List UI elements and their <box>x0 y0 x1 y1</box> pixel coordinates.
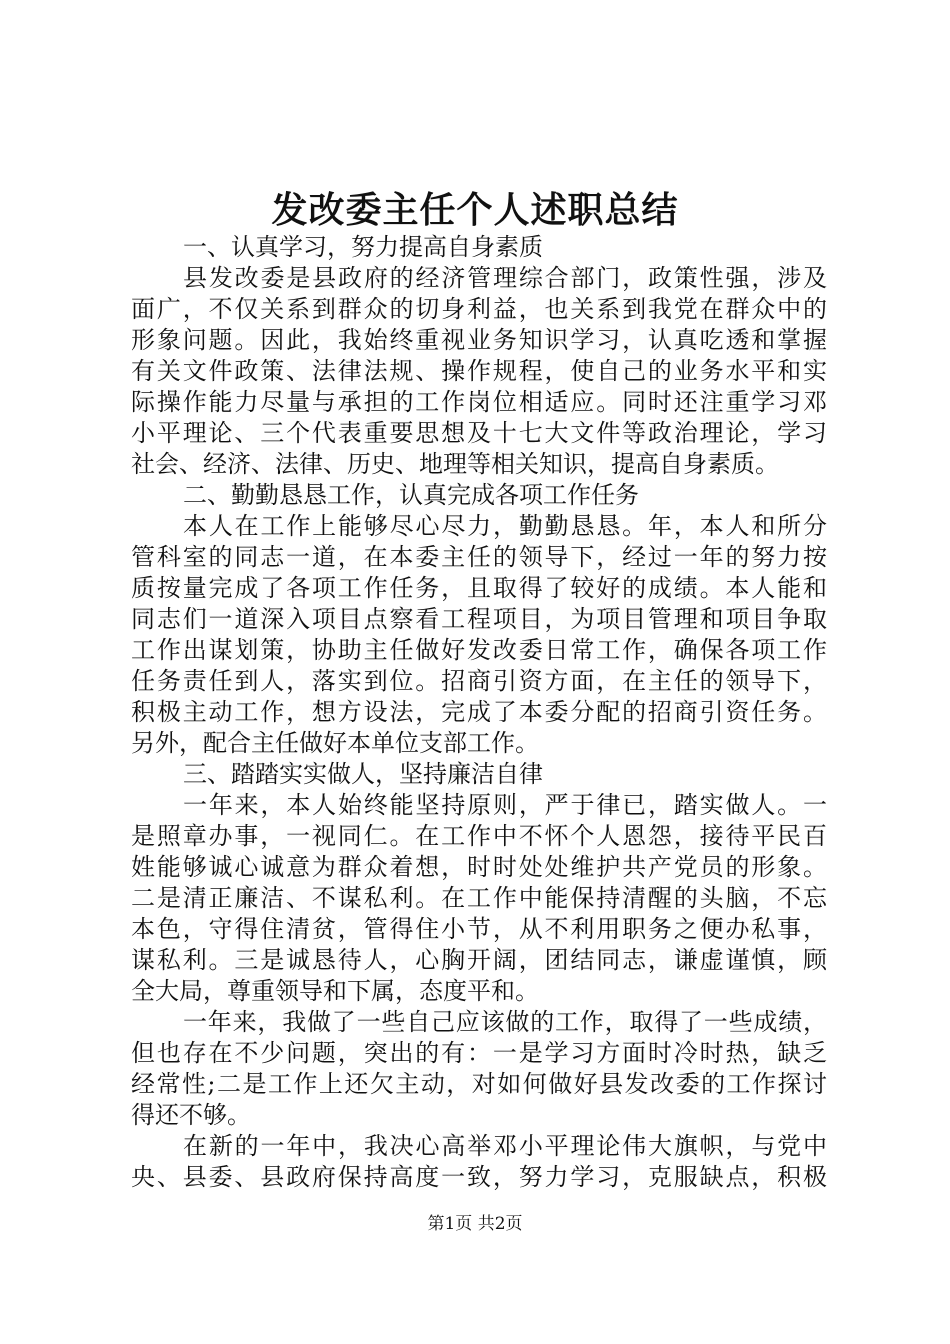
page-title: 发改委主任个人述职总结 <box>271 189 679 231</box>
text-line: 一年来，本人始终能坚持原则，严于律已，踏实做人。一 <box>183 791 827 819</box>
text-line: 在新的一年中，我决心高举邓小平理论伟大旗帜，与党中 <box>183 1132 827 1160</box>
text-line: 县发改委是县政府的经济管理综合部门，政策性强，涉及 <box>183 264 827 292</box>
text-line: 二是清正廉洁、不谋私利。在工作中能保持清醒的头脑，不忘 <box>131 884 827 912</box>
page-footer: 第1页 共2页 <box>427 1214 523 1234</box>
text-line: 经常性;二是工作上还欠主动，对如何做好县发改委的工作探讨 <box>131 1070 827 1098</box>
text-line: 二、勤勤恳恳工作，认真完成各项工作任务 <box>183 481 639 509</box>
text-line: 三、踏踏实实做人，坚持廉洁自律 <box>183 760 543 788</box>
text-line: 但也存在不少问题，突出的有：一是学习方面时冷时热，缺乏 <box>131 1039 827 1067</box>
text-line: 工作出谋划策，协助主任做好发改委日常工作，确保各项工作 <box>131 636 827 664</box>
text-line: 谋私利。三是诚恳待人，心胸开阔，团结同志，谦虚谨慎，顾 <box>131 946 827 974</box>
text-line: 得还不够。 <box>131 1101 251 1129</box>
text-line: 质按量完成了各项工作任务，且取得了较好的成绩。本人能和 <box>131 574 827 602</box>
text-line: 有关文件政策、法律法规、操作规程，使自己的业务水平和实 <box>131 357 827 385</box>
text-line: 一年来，我做了一些自己应该做的工作，取得了一些成绩， <box>183 1008 827 1036</box>
text-line: 本人在工作上能够尽心尽力，勤勤恳恳。年，本人和所分 <box>183 512 827 540</box>
text-line: 社会、经济、法律、历史、地理等相关知识，提高自身素质。 <box>131 450 779 478</box>
text-line: 是照章办事，一视同仁。在工作中不怀个人恩怨，接待平民百 <box>131 822 827 850</box>
text-line: 管科室的同志一道，在本委主任的领导下，经过一年的努力按 <box>131 543 827 571</box>
document-body <box>131 232 827 1193</box>
text-line: 本色，守得住清贫，管得住小节，从不利用职务之便办私事， <box>131 915 827 943</box>
text-line: 际操作能力尽量与承担的工作岗位相适应。同时还注重学习邓 <box>131 388 827 416</box>
text-line: 面广，不仅关系到群众的切身利益，也关系到我党在群众中的 <box>131 295 827 323</box>
text-line: 一、认真学习，努力提高自身素质 <box>183 233 543 261</box>
text-line: 积极主动工作，想方设法，完成了本委分配的招商引资任务。 <box>131 698 827 726</box>
text-line: 小平理论、三个代表重要思想及十七大文件等政治理论，学习 <box>131 419 827 447</box>
text-line: 姓能够诚心诚意为群众着想，时时处处维护共产党员的形象。 <box>131 853 827 881</box>
text-line: 任务责任到人，落实到位。招商引资方面，在主任的领导下， <box>131 667 827 695</box>
text-line: 形象问题。因此，我始终重视业务知识学习，认真吃透和掌握 <box>131 326 827 354</box>
text-line: 另外，配合主任做好本单位支部工作。 <box>131 729 539 757</box>
text-line: 同志们一道深入项目点察看工程项目，为项目管理和项目争取 <box>131 605 827 633</box>
text-line: 央、县委、县政府保持高度一致，努力学习，克服缺点，积极 <box>131 1163 827 1191</box>
text-line: 全大局，尊重领导和下属，态度平和。 <box>131 977 539 1005</box>
